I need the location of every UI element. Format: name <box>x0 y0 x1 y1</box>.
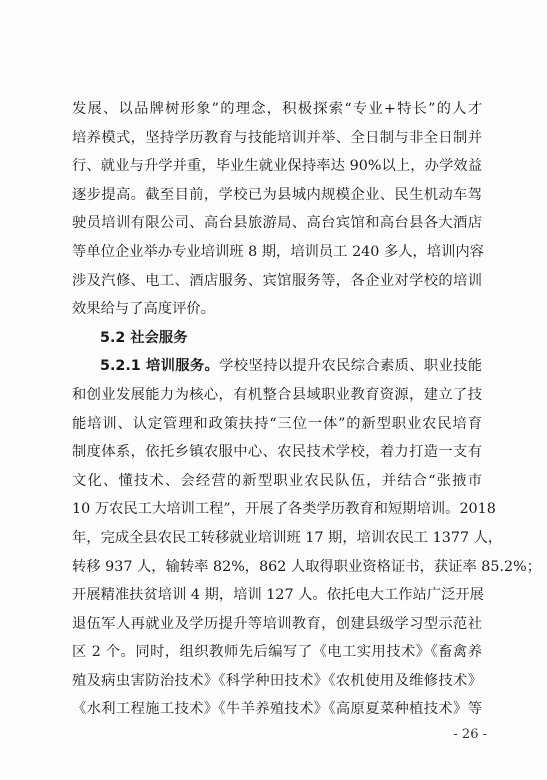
paragraph-line: 效果给与了高度评价。 <box>72 301 215 318</box>
paragraph-line: 年，完成全县农民工转移就业培训班 17 期，培训农民工 1377 人， <box>72 529 503 546</box>
paragraph-line: 退伍军人再就业及学历提升等培训教育，创建县级学习型示范社 <box>72 615 482 632</box>
subsection-first-line-text: 学校坚持以提升农民综合素质、职业技能 <box>219 358 482 375</box>
paragraph-line: 能培训、认定管理和政策扶持“三位一体”的新型职业农民培育 <box>72 415 482 432</box>
paragraph-line: 文化、懂技术、会经营的新型职业农民队伍，并结合“张掖市 <box>72 472 482 489</box>
paragraph-line: 制度体系，依托乡镇农服中心、农民技术学校，着力打造一支有 <box>72 444 482 461</box>
paragraph-line: 行、就业与升学并重，毕业生就业保持率达 90%以上，办学效益 <box>72 158 482 175</box>
paragraph-line: 开展精准扶贫培训 4 期，培训 127 人。依托电大工作站广泛开展 <box>72 587 484 604</box>
paragraph-line: 转移 937 人，输转率 82%，862 人取得职业资格证书，获证率 85.2%； <box>72 558 542 575</box>
paragraph-line: 10 万农民工大培训工程”，开展了各类学历教育和短期培训。2018 <box>72 501 496 518</box>
paragraph-line: 逐步提高。截至目前，学校已为县城内规模企业、民生机动车驾 <box>72 186 482 203</box>
paragraph-line: 发展、以品牌树形象”的理念，积极探索“专业+特长”的人才 <box>72 101 482 117</box>
subsection-first-line <box>72 352 482 381</box>
paragraph-line: 和创业发展能力为核心，有机整合县域职业教育资源，建立了技 <box>72 386 482 403</box>
document-body <box>72 95 542 724</box>
section-heading: 5.2 社会服务 <box>100 329 188 346</box>
paragraph-line: 培养模式，坚持学历教育与技能培训并举、全日制与非全日制并 <box>72 129 482 146</box>
paragraph-line: 驶员培训有限公司、高台县旅游局、高台宾馆和高台县各大酒店 <box>72 215 482 232</box>
paragraph-line: 《水利工程施工技术》《牛羊养殖技术》《高原夏菜种植技术》等 <box>72 701 482 718</box>
paragraph-line: 涉及汽修、电工、酒店服务、宾馆服务等，各企业对学校的培训 <box>72 272 482 289</box>
paragraph-line: 区 2 个。同时，组织教师先后编写了《电工实用技术》《畜禽养 <box>72 644 482 661</box>
subsection-label: 5.2.1 培训服务。 <box>100 358 220 375</box>
page-number: - 26 - <box>453 727 487 742</box>
paragraph-line: 殖及病虫害防治技术》《科学种田技术》《农机使用及维修技术》 <box>72 672 482 689</box>
paragraph-line: 等单位企业举办专业培训班 8 期，培训员工 240 多人，培训内容 <box>72 243 484 260</box>
